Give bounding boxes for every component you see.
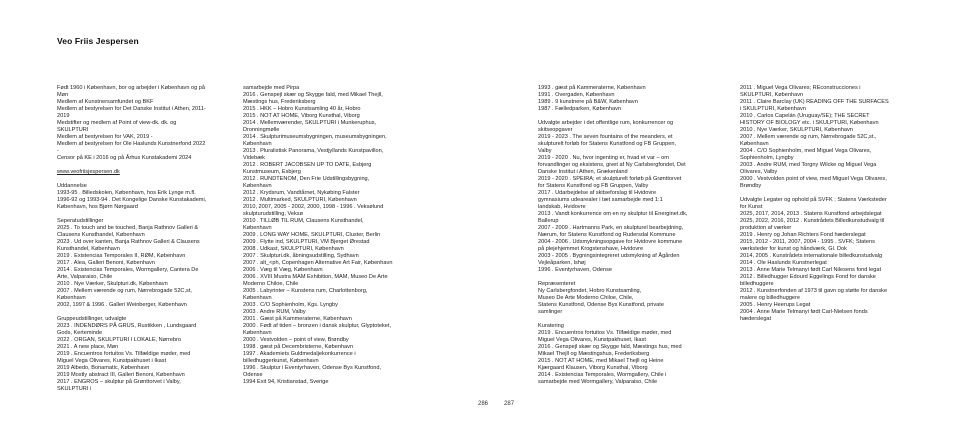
cv-entry: Censor på KE i 2016 og på Århus Kunstakademi 2024	[57, 155, 192, 161]
cv-entry: 2011 . Miguel Vega Olivares; REconstrucciones i SKULPTURI, København	[740, 85, 861, 98]
cv-entry: 2007 . Mellem værende og rum, Nørrebrogade 52C,st., København	[740, 134, 877, 147]
cv-entry: 2012 . Billedhugger Edourd Eggelings Fond for danske billedhuggere	[740, 274, 876, 287]
cv-entry: 2023 . INDENDØRS PÅ GRUS, Rustikken , Lundsgaard Gods, Kerteminde	[57, 323, 197, 336]
cv-entry: 2012 . ROBERT JACOBSEN UP TO DATE, Esbjerg Kunstmuseum, Esbjerg	[243, 162, 372, 175]
cv-entry: 2017 . ENGROS – skulptur på Grønttorvet i Valby, SKULPTURI i	[57, 379, 181, 392]
cv-entry: 2003 . Andre RUM, med Torgny Wilcke og Miguel Vega Olivares, Valby	[740, 162, 877, 175]
cv-entry: 1996 . Eventyrhaven, Odense	[538, 267, 613, 273]
cv-entry: Medlem af Kunstnersamfundet og BKF	[57, 99, 154, 105]
cv-entry: 2017 . Alea, Galleri Benoni, København	[57, 260, 155, 266]
cv-entry: 2025 . To touch and be touched, Banja Rathnov Galleri & Clausens Kunsthandel, København	[57, 225, 199, 238]
cv-entry: 2012 . Krydsrum, Vandtårnet, Nykøbing Falster	[243, 190, 360, 196]
cv-entry: 2019 Albedo, Bonamatic, København	[57, 365, 150, 371]
cv-entry: 1989 . 9 kunstnere på B&W, København	[538, 99, 638, 105]
cv-entry: 2008 . Udkast, SKULPTURI, København	[243, 246, 344, 252]
page-number-right: 287	[504, 401, 515, 407]
cv-entry: 2014 . Mellemværender, SKULPTURI i Munkeruphus, Dronningmølle	[243, 120, 377, 133]
section-heading: Gruppeudstillinger, udvalgte	[57, 316, 127, 322]
cv-entry: 2012 . Kunstnerfonden af 1973 til gavn og støtte for danske malere og billedhuggere	[740, 288, 888, 301]
cv-entry: 2017 . Udarbejdelse af skitseforslag til Hvidovre gymnasiums udearealer i tæt samarbejde med 1:1 landskab, Hvidovre	[538, 190, 663, 210]
cv-entry: samarbejde med Pirpa	[243, 85, 300, 91]
cv-entry: 1994 Exit 94, Kristianstad, Sverige	[243, 379, 329, 385]
cv-entry: 2005 . Henry Heerups Legat	[740, 302, 811, 308]
cv-entry: 1993 . gæst på Kammeraterne, København	[538, 85, 646, 91]
curating-block	[538, 323, 688, 386]
cv-entry: 2015 . NOT AT HOME, Viborg Kunsthal, Viborg	[243, 113, 360, 119]
cv-entry: 2007 . alt_<ph, Copenhagen Alternative Art Fair, København	[243, 260, 393, 266]
cv-entry: 1997 . Akademiets Guldmedaljekonkurrence i billedhuggerkunst, København	[243, 351, 356, 364]
page-title-artist-name: Veo Friis Jespersen	[57, 36, 139, 46]
cv-entry: 1993-95 . Billedskolen, København, hos Erik Lynge m.fl.	[57, 190, 196, 196]
cv-entry: 2021 . A new place, Møn	[57, 344, 119, 350]
cv-entry: 2014 . Existencias Temporales, Wormgallery, Cantera De Arte, Valparaiso, Chile	[57, 267, 199, 280]
cv-entry: 2005 . Labyrinter – Kunstens rum, Charlottenborg, København	[243, 288, 368, 301]
cv-entry: 1996 . Skulptur i Eventyrhaven, Odense Bys Kunstfond, Odense	[243, 365, 382, 378]
bio-block	[57, 85, 207, 162]
cv-entry: 2015 . NOT AT HOME, med Mikael Thejll og Heine Kjærgaard Klausen, Viborg Kunsthal, Viborg	[538, 358, 664, 371]
cv-entry: 2004 - 2006 . Udsmykningsopgave for Hvidovre kommune på plejehjemmet Krogstenshave, Hvidovre	[538, 239, 683, 252]
cv-entry: 2023 . Ud over kanten, Banja Rathnov Galleri & Clausens Kunsthandel, København	[57, 239, 200, 252]
cv-entry: 2013 . Pluralistisk Panorama, Vestjyllands Kunstpavillon, Videbæk	[243, 148, 384, 161]
cv-entry: 2019 - 2020 . SPEIRA; et skulpturelt forløb på Grønttorvet for Statens Kunstfond og FB Gruppen, Valby	[538, 176, 682, 189]
cv-entry: 2010 . Carlos Capelán (Uruguay/SE); THE SECRET HISTORY OF BIOLOGY etc. i SKULPTURI, København	[740, 113, 879, 126]
education-block	[57, 183, 207, 211]
cv-entry: 2010 . Nye Værker, SKULPTURI, København	[740, 127, 853, 133]
cv-entry: 2025, 2022, 2016, 2012 . Kunstrådets Billedkunstudvalg til produktion af værker	[740, 218, 885, 231]
group-exhibitions-early-block	[538, 85, 688, 113]
section-heading: Kuratering	[538, 323, 564, 329]
group-exhibitions-block	[57, 316, 207, 393]
cv-entry: 2019 Mostly abstract III, Galleri Benoni, København	[57, 372, 185, 378]
cv-entry: 2016 . Genspejl skær og Skygge fald, Mæstings hus, med Mikael Thejll og Mæstingshus, Frederiksberg	[538, 344, 682, 357]
cv-entry: 2003 . Andre RUM, Valby	[243, 309, 306, 315]
cv-entry: 2007 . Mellem værende og rum, Nørrebrogade 52C,st, København	[57, 288, 192, 301]
cv-entry: 2003 . C/O Sophienholm, Kgs. Lyngby	[243, 302, 338, 308]
cv-entry: 2019 . Encuentros fortuitos Vs. Tilfældige møder, med Miguel Vega Olivares, Kunstpakhuset i Ikast	[57, 351, 191, 364]
cv-entry: Museo De Arte Moderno Chiloe, Chile,	[538, 295, 634, 301]
page-numbers	[478, 401, 514, 407]
grants-block	[740, 197, 890, 323]
cv-entry: 2004 . Anne Marie Telmanyi født Carl-Nielsen fonds hæderslegat	[740, 309, 868, 322]
section-heading: Repræsenteret	[538, 281, 576, 287]
cv-entry: 2000 . Vestvolden – point of view, Brøndby	[243, 337, 349, 343]
curating-continued-block	[740, 85, 890, 190]
cv-entry: 2015 . HKK – Hobro Kunstsamling 40 år, Hobro	[243, 106, 361, 112]
cv-entry: 2014, 2005 . Kunstrådets internationale billedkunstudvalg	[740, 253, 883, 259]
cv-entry: 2010, 2007, 2005 - 2002, 2000, 1998 - 1996 . Veksølund skulpturudstilling, Veksø	[243, 204, 384, 217]
cv-entry: 2007 . Skulpturi.dk, åbningsudstilling, Sydhavn	[243, 253, 359, 259]
section-heading: Uddannelse	[57, 183, 87, 189]
cv-entry: 2015, 2012 - 2011, 2007, 2004 - 1995 . SVFK; Statens værksteder for kunst og håndværk, Gl. Dok	[740, 239, 875, 252]
cv-entry: 2001 . Gæst på Kammeraterne, København	[243, 316, 352, 322]
group-exhibitions-continued-block	[243, 85, 393, 386]
cv-entry: 2003 - 2005 . Bygningsintegreret udsmykning af Ågården Vejleåparken, Ishøj	[538, 253, 680, 266]
cv-entry: 2019 . Encuentros fortuitos Vs. Tilfældige møder, med Miguel Vega Olivares, Kunstpakhuset, Ikast	[538, 330, 672, 343]
cv-entry: 2011 . Claire Barclay (UK) READING OFF THE SURFACES i SKULPTURI, København	[740, 99, 889, 112]
cv-entry: Statens Kunstfond, Odense Bys Kunstfond, private samlinger	[538, 302, 664, 315]
cv-column-2	[243, 85, 393, 386]
cv-entry: 2004 . C/O Sophienholm, med Miguel Vega Olivares, Sophienholm, Lyngby	[740, 148, 872, 161]
cv-entry: 1998 . gæst på Decembristerne, København	[243, 344, 354, 350]
cv-entry: 2014 . Existencias Temporales, Wormgallery, Chile i samarbejde med Wormgallery, Valparaiso, Chile	[538, 372, 667, 385]
cv-column-3	[538, 85, 688, 386]
cv-entry: 2014 . Skulpturimuseumsbygningen, museumsbygningen, København	[243, 134, 387, 147]
public-works-block	[538, 120, 688, 274]
cv-entry: 2006 . XVIII Mustra MAM Exhibition, MAM, Museo De Arte Moderno Chiloe, Chile	[243, 274, 388, 287]
cv-column-1	[57, 85, 207, 393]
cv-entry: 2006 . Væg til Væg, København	[243, 267, 323, 273]
cv-entry: 2012 . RUNDTENOM, Den Frie Udstillingsbygning, København	[243, 176, 370, 189]
cv-entry: 2025, 2017, 2014, 2013 . Statens Kunstfond arbejdslegat	[740, 211, 882, 217]
solo-exhibitions-block	[57, 218, 207, 309]
section-heading: Udvalgte Legater og ophold på SVFK ; Statens Værksteder for Kunst	[740, 197, 887, 210]
cv-entry: Ny Carlsbergfondet, Hobro Kunstsamling,	[538, 288, 642, 294]
cv-entry: Medlem af bestyrelsen for Ole Haslunds Kunstnerfond 2022 -	[57, 141, 206, 154]
cv-entry: 2012 . Multimarked, SKULPTURI, København	[243, 197, 357, 203]
cv-entry: 1987 . Fælledparken, København	[538, 106, 622, 112]
cv-entry: 2010 . TILLØB TIL RUM, Clausens Kunsthandel, København	[243, 218, 364, 231]
section-heading: Udvalgte arbejder i det offentlige rum, konkurrencer og skitseopgaver	[538, 120, 674, 133]
cv-entry: 2007 - 2009 . Hartmanns Park, en skulpturel bearbejdning, Nærum, for Statens Kunstfond og Rudersdal Kommune	[538, 225, 684, 238]
cv-entry: 2019 - 2023 . The seven fountains of the meanders, et skulpturelt forløb for Statens Kunstfond og FB Gruppen, Valby	[538, 134, 677, 154]
page-number-left: 286	[478, 401, 489, 407]
cv-entry: Medstifter og medlem af Point of view-dk. dk. og SKULPTURI	[57, 120, 177, 133]
website-link[interactable]: www.veofriisjespersen.dk	[57, 169, 120, 175]
cv-entry: 2010 . Nye Værker, Skulpturi.dk, København	[57, 281, 168, 287]
cv-entry: 2000 . Født af tiden – bronzen i dansk skulptur, Glyptoteket, København	[243, 323, 392, 336]
cv-entry: 2009 . LONG WAY HOME, SKULPTURI, Cluster, Berlin	[243, 232, 381, 238]
cv-entry: 2022 . ORGAN, SKULPTURI I LOKALE, Nørrebro	[57, 337, 182, 343]
cv-entry: 2002, 1997 & 1996 . Galleri Weinberger, København	[57, 302, 187, 308]
website-block	[57, 169, 207, 176]
cv-entry: Født 1960 i København, bor og arbejder i København og på Møn	[57, 85, 206, 98]
cv-entry: 1991 . Overgaden, København	[538, 92, 615, 98]
represented-block	[538, 281, 688, 316]
cv-entry: 2016 . Genspejl skær og Skygge fald, med Mikael Thejll, Mæstings hus, Frederiksberg	[243, 92, 383, 105]
cv-entry: Medlem af bestyrelsen for Det Danske Institut i Athen, 2011-2019	[57, 106, 206, 119]
cv-entry: 2013 . Anne Marie Telmanyi født Carl Nilesens fond legat	[740, 267, 882, 273]
cv-entry: 2000 . Vestvolden point of view, med Miguel Vega Olivares, Brøndby	[740, 176, 887, 189]
cv-entry: Medlem af bestyrelsen for VAK, 2019 -	[57, 134, 153, 140]
cv-entry: 2009 . Flytte ind, SKULPTURI, VM Bjerget Ørestad	[243, 239, 370, 245]
section-heading: Seperatudstillinger	[57, 218, 104, 224]
cv-entry: 2019 - 2020 . Nu, hvor ingenting er, hvad et var – om forvandlinger og eksistens, givet af Ny Carlsbergfondet, Det Danske Institut i Athen, Grækenland	[538, 155, 686, 175]
cv-entry: 2014 . Ole Haslunds Kunstnerlegat	[740, 260, 827, 266]
cv-entry: 1996-92 og 1993-94 . Det Kongelige Danske Kunstakademi, København, hos Bjørn Nørgaard	[57, 197, 207, 210]
cv-column-4	[740, 85, 890, 323]
cv-entry: 2019 . Henry og Johan Richters Fond hæderslegat	[740, 232, 866, 238]
cv-entry: 2019 . Existencias Temporales II, RØM, København	[57, 253, 186, 259]
cv-entry: 2013 . Vandt konkurrence om en ny skulptur til Energinet.dk, Ballerup	[538, 211, 688, 224]
